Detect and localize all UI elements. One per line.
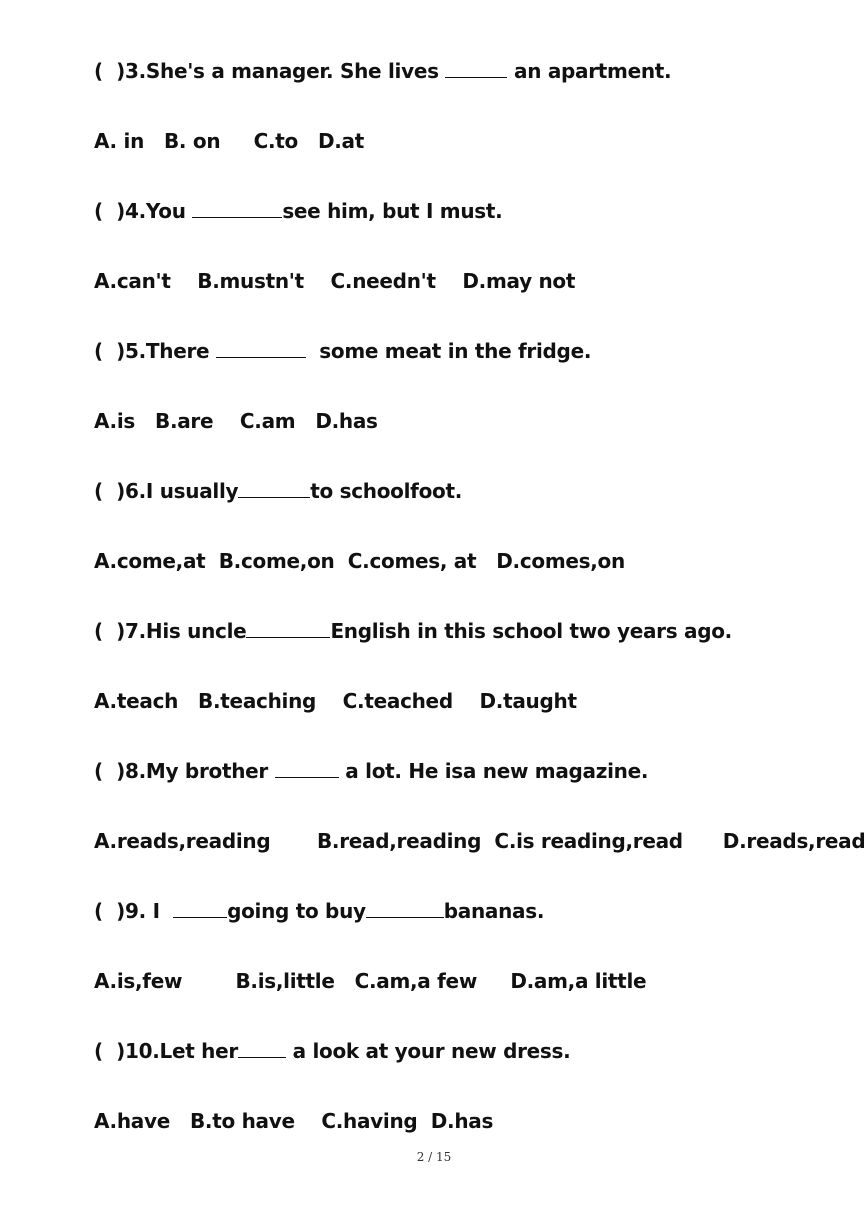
question-7-options: A.teach B.teaching C.teached D.taught: [94, 689, 577, 713]
question-10-options: A.have B.to have C.having D.has: [94, 1109, 494, 1133]
answer-blank: [173, 899, 227, 918]
question-7-stem: ( )7.His uncle English in this school two years ago.: [94, 619, 732, 643]
question-5-options: A.is B.are C.am D.has: [94, 409, 378, 433]
answer-blank: [238, 1039, 286, 1058]
question-6-stem: ( )6.I usually to schoolfoot.: [94, 479, 463, 503]
question-8-stem: ( )8.My brother a lot. He isa new magazine.: [94, 759, 649, 783]
answer-blank: [246, 619, 330, 638]
question-3-stem: ( )3.She's a manager. She lives an apartment.: [94, 59, 672, 83]
question-9-options: A.is,few B.is,little C.am,a few D.am,a little: [94, 969, 647, 993]
question-10-stem: ( )10.Let her a look at your new dress.: [94, 1039, 571, 1063]
answer-blank: [445, 59, 507, 78]
answer-blank: [216, 339, 306, 358]
answer-blank: [366, 899, 444, 918]
question-4-stem: ( )4.You see him, but I must.: [94, 199, 503, 223]
question-3-options: A. in B. on C.to D.at: [94, 129, 365, 153]
question-4-options: A.can't B.mustn't C.needn't D.may not: [94, 269, 576, 293]
answer-blank: [192, 199, 282, 218]
question-8-options: A.reads,reading B.read,reading C.is reading,read D.reads,read: [94, 829, 866, 853]
answer-blank: [275, 759, 339, 778]
page-indicator: 2 / 15: [416, 1150, 452, 1164]
question-9-stem: ( )9. I going to buy bananas.: [94, 899, 545, 923]
question-6-options: A.come,at B.come,on C.comes, at D.comes,on: [94, 549, 625, 573]
question-5-stem: ( )5.There some meat in the fridge.: [94, 339, 592, 363]
answer-blank: [238, 479, 310, 498]
